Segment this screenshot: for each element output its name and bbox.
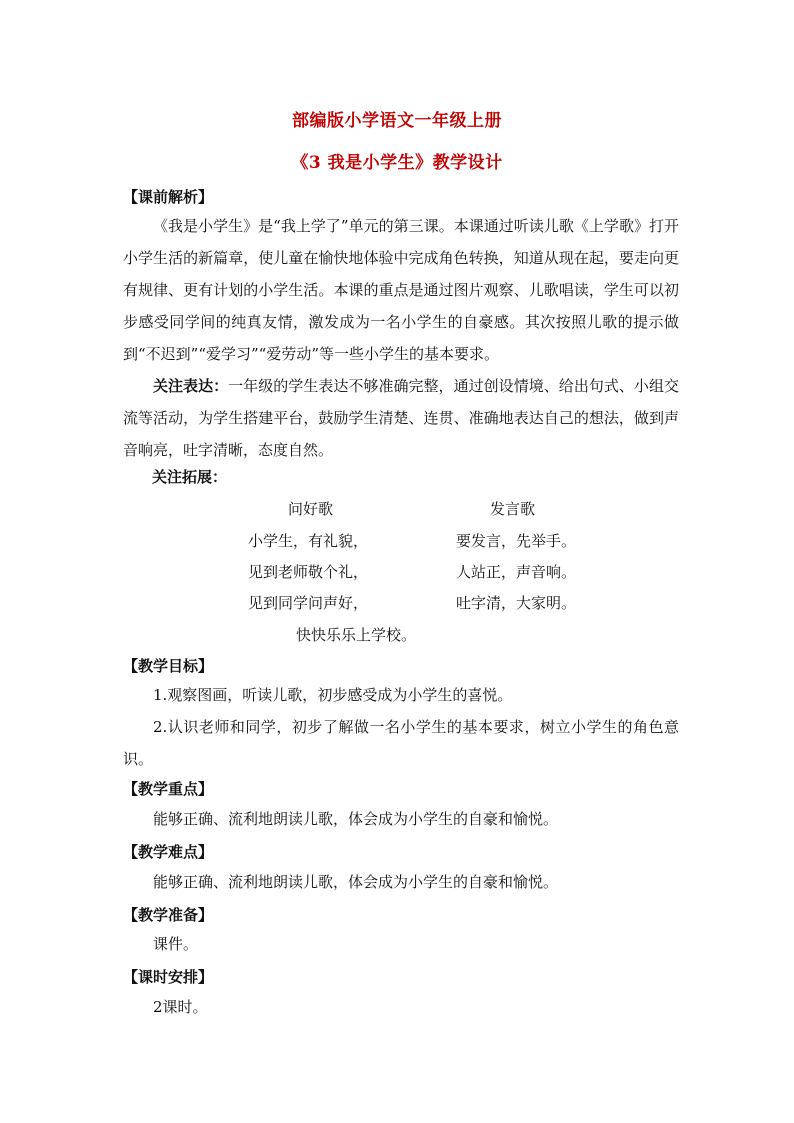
focus-expression-paragraph [123, 370, 679, 466]
song-left-line: 小学生，有礼貌， [248, 532, 369, 550]
goal-item-2: 2.认识老师和同学，初步了解做一名小学生的基本要求，树立小学生的角色意识。 [123, 718, 679, 768]
heading-goals: 【教学目标】 [123, 657, 214, 675]
heading-difficulties: 【教学难点】 [123, 843, 214, 861]
focus-expression-label: 关注表达： [153, 377, 229, 395]
song-right-line: 要发言，先举手。 [456, 532, 577, 550]
focus-extend-label: 关注拓展： [152, 468, 228, 486]
pre-analysis-paragraph: 《我是小学生》是“我上学了”单元的第三课。本课通过听读儿歌《上学歌》打开小学生活的新篇章，使儿童在愉快地体验中完成角色转换，知道从现在起，要走向更有规律、更有计划的小学生活。本课的重点是通过图片观察、儿歌唱读，学生可以初步感受同学间的纯真友情，激发成为一名小学生的自豪感。其次按照儿歌的提示做到“不迟到”“爱学习”“爱劳动”等一些小学生的基本要求。 [123, 217, 679, 363]
song-left-line: 见到同学问声好， [248, 594, 369, 612]
heading-schedule: 【课时安排】 [123, 968, 214, 986]
heading-preparation: 【教学准备】 [123, 906, 214, 924]
heading-pre-analysis: 【课前解析】 [123, 188, 214, 206]
heading-key-points: 【教学重点】 [123, 780, 214, 798]
song-right-title: 发言歌 [490, 500, 536, 518]
document-title: 部编版小学语文一年级上册 [292, 111, 502, 131]
song-left-title: 问好歌 [288, 500, 334, 518]
song-right-line: 人站正，声音响。 [456, 563, 577, 581]
schedule-text: 2课时。 [153, 998, 208, 1016]
difficulties-text: 能够正确、流利地朗读儿歌，体会成为小学生的自豪和愉悦。 [153, 873, 559, 891]
song-right-line: 吐字清，大家明。 [456, 594, 577, 612]
song-left-line: 快快乐乐上学校。 [296, 626, 417, 644]
document-subtitle: 《3 我是小学生》教学设计 [291, 153, 503, 173]
focus-expression-text: 一年级的学生表达不够准确完整，通过创设情境、给出句式、小组交流等活动，为学生搭建平台，鼓励学生清楚、连贯、准确地表达自己的想法，做到声音响亮，吐字清晰，态度自然。 [123, 377, 679, 459]
key-points-text: 能够正确、流利地朗读儿歌，体会成为小学生的自豪和愉悦。 [153, 810, 559, 828]
goal-item-1: 1.观察图画，听读儿歌，初步感受成为小学生的喜悦。 [153, 686, 513, 704]
song-left-line: 见到老师敬个礼， [248, 563, 369, 581]
preparation-text: 课件。 [153, 935, 199, 953]
